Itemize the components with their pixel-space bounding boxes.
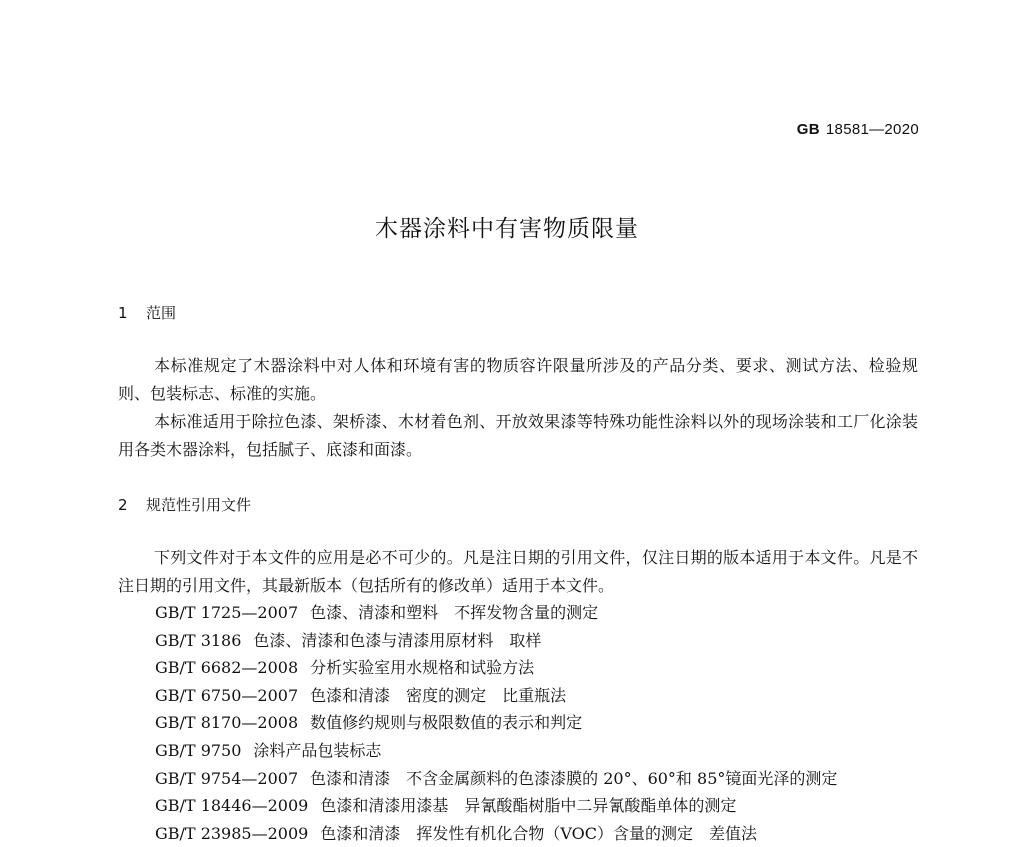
reference-item [155, 709, 837, 737]
reference-title: 色漆和清漆 密度的测定 比重瓶法 [310, 685, 567, 705]
standard-prefix: GB [796, 121, 820, 138]
references-intro-paragraph: 下列文件对于本文件的应用是必不可少的。凡是注日期的引用文件，仅注日期的版本适用于本文件。凡是不注日期的引用文件，其最新版本（包括所有的修改单）适用于本文件。 [118, 548, 918, 595]
reference-list [155, 599, 837, 847]
standard-code: 18581—2020 [825, 121, 919, 138]
reference-title: 色漆、清漆和色漆与清漆用原材料 取样 [253, 630, 542, 650]
reference-item [155, 654, 837, 682]
reference-code: GB/T 8170—2008 [155, 713, 299, 733]
reference-title: 数值修约规则与极限数值的表示和判定 [310, 713, 583, 733]
reference-item [155, 737, 837, 765]
section-heading-scope [118, 302, 176, 323]
reference-code: GB/T 1725—2007 [155, 603, 299, 622]
section-number: 2 [118, 496, 128, 514]
reference-code: GB/T 3186 [155, 630, 242, 650]
reference-item [155, 599, 837, 627]
reference-item [155, 765, 837, 793]
reference-code: GB/T 9750 [155, 740, 242, 760]
reference-item [155, 820, 837, 847]
reference-item [155, 682, 837, 710]
reference-code: GB/T 9754—2007 [155, 768, 299, 788]
scope-paragraph-2: 本标准适用于除拉色漆、架桥漆、木材着色剂、开放效果漆等特殊功能性涂料以外的现场涂装和工厂化涂装用各类木器涂料，包括腻子、底漆和面漆。 [118, 412, 918, 459]
section-number: 1 [118, 304, 128, 322]
reference-title: 色漆和清漆 不含金属颜料的色漆漆膜的 20°、60°和 85°镜面光泽的测定 [310, 768, 838, 788]
reference-code: GB/T 18446—2009 [155, 796, 309, 816]
reference-title: 色漆和清漆 挥发性有机化合物（VOC）含量的测定 差值法 [320, 823, 757, 843]
reference-title: 色漆和清漆用漆基 异氰酸酯树脂中二异氰酸酯单体的测定 [320, 796, 737, 816]
scope-paragraph-1: 本标准规定了木器涂料中对人体和环境有害的物质容许限量所涉及的产品分类、要求、测试方法、检验规则、包装标志、标准的实施。 [118, 356, 918, 403]
reference-code: GB/T 6682—2008 [155, 658, 299, 678]
standard-number [797, 121, 919, 138]
reference-code: GB/T 6750—2007 [155, 685, 299, 705]
reference-item [155, 627, 837, 655]
document-title: 木器涂料中有害物质限量 [375, 216, 639, 242]
reference-title: 色漆、清漆和塑料 不挥发物含量的测定 [310, 603, 599, 622]
reference-code: GB/T 23985—2009 [155, 823, 309, 843]
reference-title: 涂料产品包装标志 [253, 740, 382, 760]
reference-item [155, 792, 837, 820]
section-title: 规范性引用文件 [146, 496, 252, 514]
reference-title: 分析实验室用水规格和试验方法 [310, 658, 535, 678]
section-title: 范围 [146, 304, 177, 322]
section-heading-normative-references [118, 494, 251, 515]
